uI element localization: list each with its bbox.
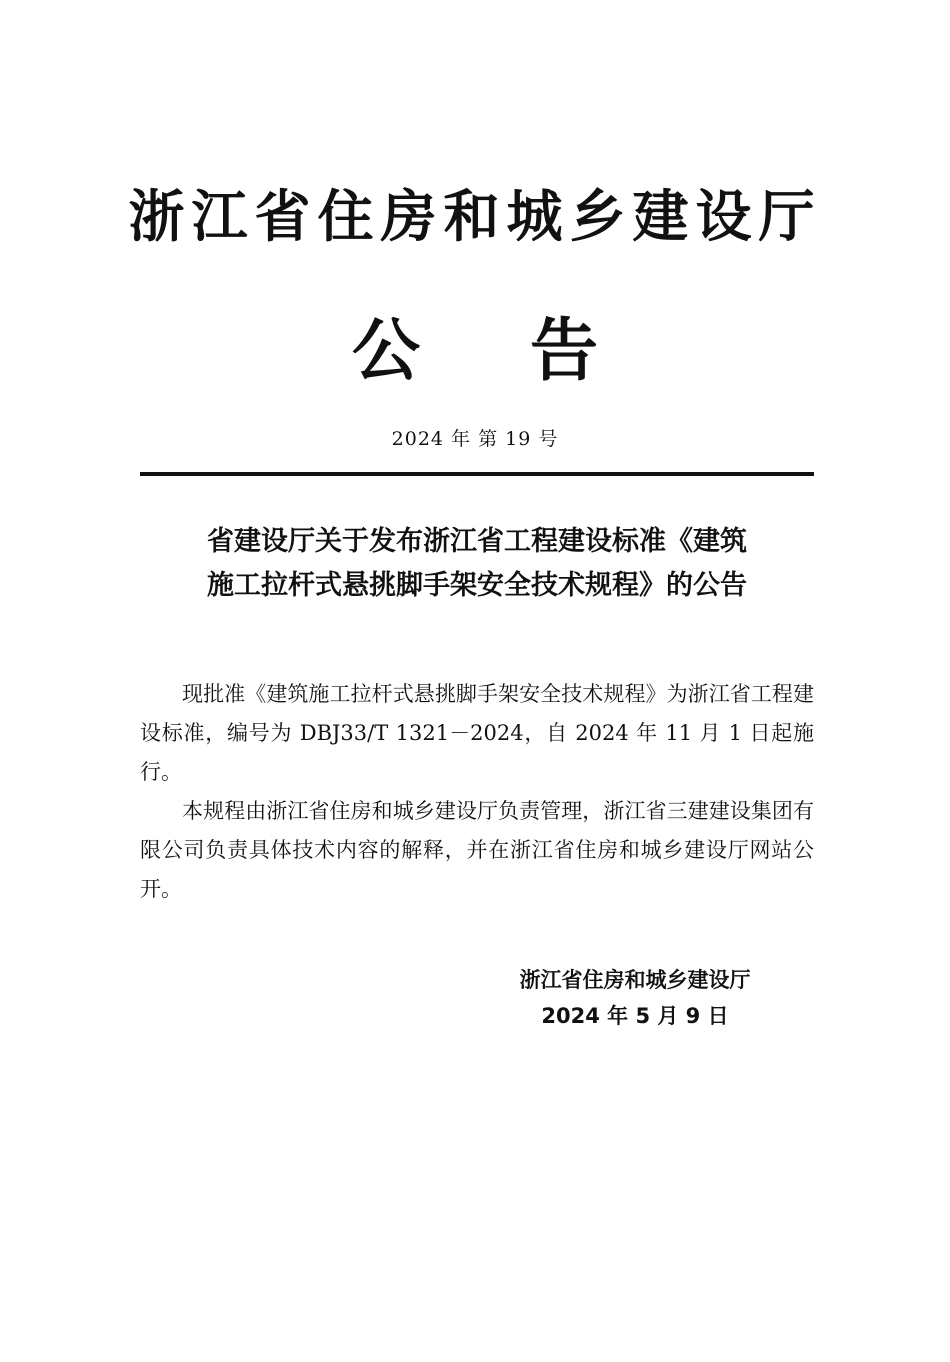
- body-paragraph-2: 本规程由浙江省住房和城乡建设厅负责管理，浙江省三建建设集团有限公司负责具体技术内容的解释，并在浙江省住房和城乡建设厅网站公开。: [140, 799, 814, 901]
- signature-date: 2024 年 5 月 9 日: [541, 1004, 729, 1028]
- signature-issuer: 浙江省住房和城乡建设厅: [519, 968, 751, 992]
- document-number: 2024 年 第 19 号: [391, 428, 559, 450]
- announcement-body: [140, 675, 814, 909]
- title-line-1: 省建设厅关于发布浙江省工程建设标准《建筑: [207, 526, 747, 557]
- issuer-heading: 浙江省住房和城乡建设厅: [128, 185, 822, 250]
- announcement-title: [140, 520, 814, 608]
- document-type-char-2: 告: [530, 312, 599, 391]
- header-divider: [140, 472, 814, 476]
- document-type-heading: [0, 312, 950, 392]
- title-line-2: 施工拉杆式悬挑脚手架安全技术规程》的公告: [207, 570, 747, 601]
- signature-block: [470, 962, 800, 1034]
- document-type-char-1: 公: [351, 312, 420, 391]
- body-paragraph-1: 现批准《建筑施工拉杆式悬挑脚手架安全技术规程》为浙江省工程建设标准，编号为 DBJ33/T 1321－2024，自 2024 年 11 月 1 日起施行。: [140, 682, 814, 784]
